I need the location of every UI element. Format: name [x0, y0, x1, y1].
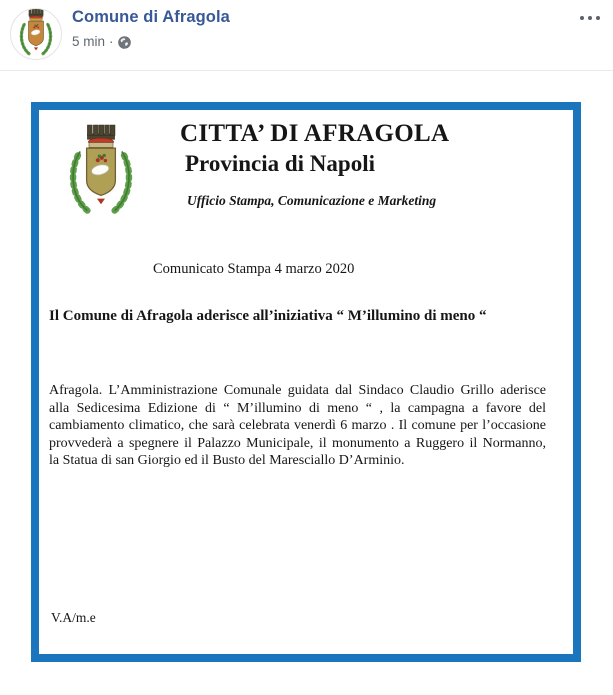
city-coat-of-arms-icon: [61, 121, 141, 217]
page-avatar[interactable]: [10, 8, 62, 60]
document-subtitle: Provincia di Napoli: [185, 151, 375, 176]
meta-separator: ·: [109, 34, 114, 49]
press-release-headline: Il Comune di Afragola aderisce all’iniziativa “ M’illumino di meno “: [49, 308, 487, 324]
document-office-line: Ufficio Stampa, Comunicazione e Marketing: [187, 193, 437, 208]
document-signature: V.A/m.e: [51, 610, 96, 625]
page-name-link[interactable]: Comune di Afragola: [72, 8, 230, 26]
body-line: provvederà a spegnere il Palazzo Municipale, il monumento a Ruggero il Normanno,: [49, 435, 546, 451]
body-line: la Statua di san Giorgio ed il Busto del Maresciallo D’Arminio.: [49, 453, 405, 469]
press-release-body: [49, 382, 546, 470]
press-release-document: [31, 102, 581, 662]
post-image[interactable]: [0, 70, 613, 695]
more-options-button[interactable]: [573, 5, 607, 31]
globe-public-icon: [118, 35, 131, 49]
document-title: CITTA’ DI AFRAGOLA: [180, 120, 450, 147]
body-line: cambiamento climatico, che sarà celebrata venerdì 6 marzo . Il comune per l’occasione: [49, 418, 546, 434]
afragola-coat-of-arms-icon: [15, 8, 57, 60]
ellipsis-icon: [580, 16, 601, 21]
press-release-date-line: Comunicato Stampa 4 marzo 2020: [153, 261, 355, 277]
timestamp[interactable]: 5 min: [72, 34, 106, 49]
post-header: [0, 0, 613, 70]
post-meta: [72, 34, 131, 49]
body-line: Afragola. L’Amministrazione Comunale guidata dal Sindaco Claudio Grillo aderisce: [49, 383, 546, 398]
body-line: alla Sedicesima Edizione di “ M’illumino di meno “ , la campagna a favore del: [49, 400, 546, 416]
